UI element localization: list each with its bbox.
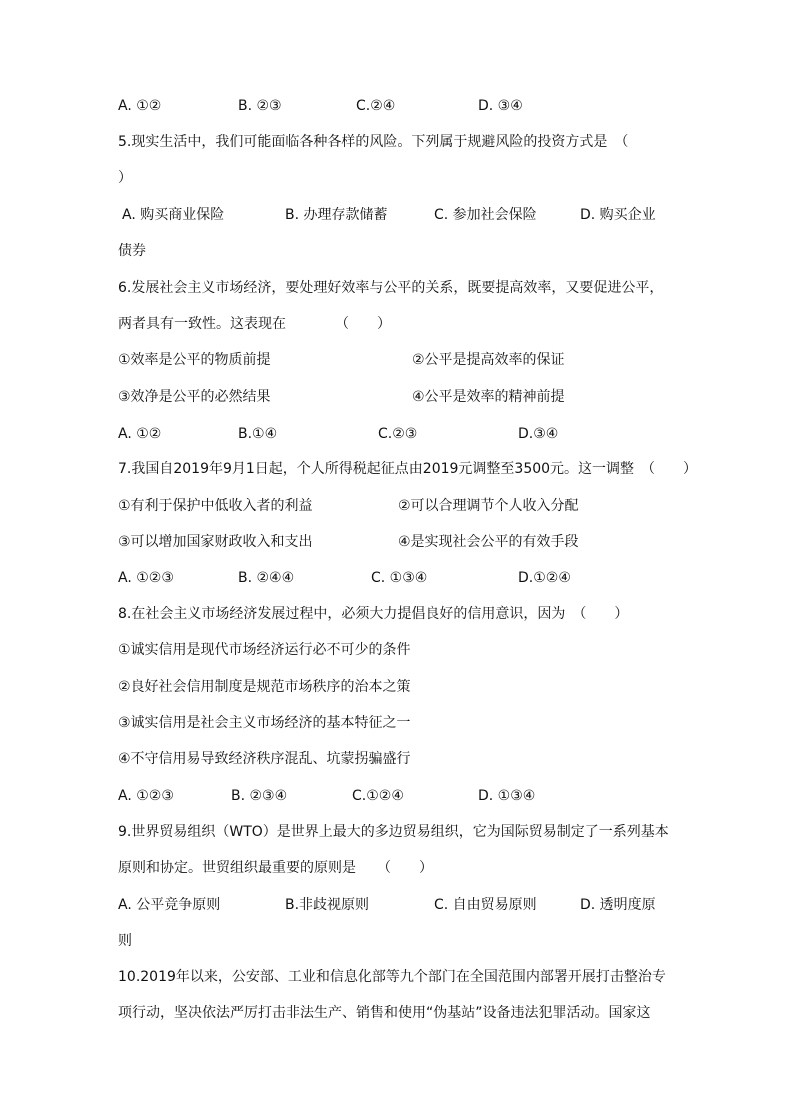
- q8-option-b: B. ②③④: [231, 788, 288, 804]
- q6-option-d: D.③④: [518, 426, 559, 442]
- q7-option-a: A. ①②③: [118, 570, 174, 586]
- q6-statement-4: ④公平是效率的精神前提: [412, 389, 565, 405]
- q5-option-c: C. 参加社会保险: [434, 207, 537, 223]
- q8-statement-2: ②良好社会信用制度是规范市场秩序的治本之策: [118, 679, 411, 695]
- q9-stem-line2: 原则和协定。世贸组织最重要的原则是 （ ）: [118, 860, 433, 876]
- q7-option-b: B. ②④④: [238, 570, 295, 586]
- q6-statement-3: ③效净是公平的必然结果: [118, 389, 271, 405]
- q7-option-d: D.①②④: [518, 570, 571, 586]
- q4-option-c: C.②④: [356, 98, 396, 114]
- q6-statement-1: ①效率是公平的物质前提: [118, 352, 271, 368]
- q10-stem-line2: 项行动，坚决依法严厉打击非法生产、销售和使用“伪基站”设备违法犯罪活动。国家这: [118, 1005, 651, 1021]
- q9-option-c: C. 自由贸易原则: [434, 897, 537, 913]
- q6-option-c: C.②③: [378, 426, 418, 442]
- q8-statement-4: ④不守信用易导致经济秩序混乱、坑蒙拐骗盛行: [118, 751, 411, 767]
- q7-stem: 7.我国自2019年9月1日起，个人所得税起征点由2019元调整至3500元。这一调整 （ ）: [118, 461, 698, 477]
- q9-option-b: B.非歧视原则: [285, 897, 370, 913]
- q7-statement-1: ①有利于保护中低收入者的利益: [118, 498, 313, 514]
- q7-statement-2: ②可以合理调节个人收入分配: [398, 498, 579, 514]
- q5-option-a: A. 购买商业保险: [122, 207, 225, 223]
- q5-option-b: B. 办理存款储蓄: [285, 207, 388, 223]
- q9-option-d: D. 透明度原: [580, 897, 656, 913]
- q5-option-d: D. 购买企业: [580, 207, 656, 223]
- q7-statement-3: ③可以增加国家财政收入和支出: [118, 534, 313, 550]
- q8-option-a: A. ①②③: [118, 788, 174, 804]
- q8-stem: 8.在社会主义市场经济发展过程中，必须大力提倡良好的信用意识，因为 （ ）: [118, 606, 629, 622]
- q6-option-b: B.①④: [238, 426, 278, 442]
- q4-option-d: D. ③④: [478, 98, 523, 114]
- q6-stem-line2: 两者具有一致性。这表现在 （ ）: [118, 316, 391, 332]
- q8-option-d: D. ①③④: [478, 788, 536, 804]
- q8-statement-3: ③诚实信用是社会主义市场经济的基本特征之一: [118, 715, 411, 731]
- q9-option-a: A. 公平竞争原则: [118, 897, 221, 913]
- q7-option-c: C. ①③④: [371, 570, 428, 586]
- q8-statement-1: ①诚实信用是现代市场经济运行必不可少的条件: [118, 642, 411, 658]
- q4-option-a: A. ①②: [118, 98, 162, 114]
- q6-option-a: A. ①②: [118, 426, 162, 442]
- q10-stem-line1: 10.2019年以来，公安部、工业和信息化部等九个部门在全国范围内部署开展打击整治专: [118, 969, 666, 985]
- q5-stem-line2: ）: [118, 170, 132, 186]
- q5-stem-line1: 5.现实生活中，我们可能面临各种各样的风险。下列属于规避风险的投资方式是 （: [118, 134, 629, 150]
- q9-option-wrap: 则: [118, 933, 132, 949]
- q9-stem-line1: 9.世界贸易组织（WTO）是世界上最大的多边贸易组织，它为国际贸易制定了一系列基本: [118, 824, 669, 840]
- q6-statement-2: ②公平是提高效率的保证: [412, 352, 565, 368]
- q5-option-wrap: 债券: [118, 243, 146, 259]
- q6-stem-line1: 6.发展社会主义市场经济，要处理好效率与公平的关系，既要提高效率，又要促进公平，: [118, 280, 664, 296]
- q4-option-b: B. ②③: [238, 98, 282, 114]
- q7-statement-4: ④是实现社会公平的有效手段: [398, 534, 579, 550]
- q8-option-c: C.①②④: [352, 788, 404, 804]
